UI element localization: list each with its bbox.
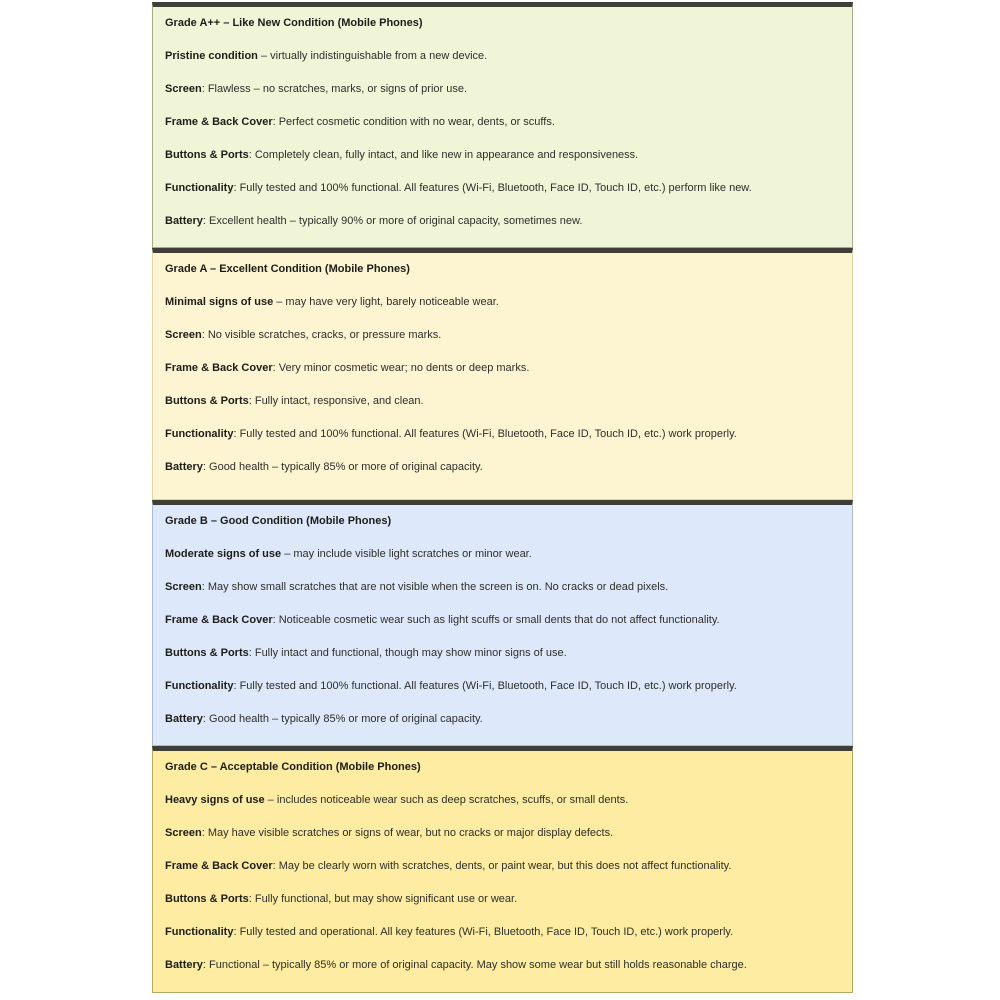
item-text: : No visible scratches, cracks, or pressure marks. [201, 329, 442, 341]
item-text: : Fully tested and 100% functional. All features (Wi-Fi, Bluetooth, Face ID, Touch ID, etc.) work properly. [233, 680, 737, 692]
grade-item [165, 461, 840, 474]
item-text: : Completely clean, fully intact, and like new in appearance and responsiveness. [248, 149, 639, 161]
grade-item [165, 794, 840, 807]
item-label: Pristine condition [165, 50, 258, 62]
grade-item [165, 116, 840, 129]
grade-item [165, 614, 840, 627]
item-label: Screen [165, 83, 202, 95]
grade-item [165, 362, 840, 375]
item-label: Battery [165, 959, 203, 971]
item-label: Frame & Back Cover [165, 614, 273, 626]
item-label: Buttons & Ports [165, 893, 249, 905]
item-label: Moderate signs of use [165, 548, 282, 560]
section-title: Grade A – Excellent Condition (Mobile Phones) [165, 263, 410, 275]
item-label: Functionality [165, 182, 234, 194]
item-text: : May show small scratches that are not visible when the screen is on. No cracks or dead pixels. [201, 581, 669, 593]
grade-item [165, 50, 840, 63]
grade-a-section [152, 248, 853, 500]
grade-item [165, 926, 840, 939]
item-text: – includes noticeable wear such as deep scratches, scuffs, or small dents. [264, 794, 629, 806]
grade-item [165, 182, 840, 195]
item-label: Buttons & Ports [165, 149, 249, 161]
grade-a-plus-plus-section [152, 2, 853, 248]
grade-item [165, 581, 840, 594]
item-text: – virtually indistinguishable from a new device. [257, 50, 488, 62]
grade-item [165, 395, 840, 408]
grade-b-section [152, 500, 853, 746]
item-text: : Excellent health – typically 90% or more of original capacity, sometimes new. [202, 215, 583, 227]
grade-c-section [152, 746, 853, 993]
grade-item [165, 647, 840, 660]
item-label: Buttons & Ports [165, 647, 249, 659]
grade-item [165, 548, 840, 561]
grade-item [165, 329, 840, 342]
item-text: : Good health – typically 85% or more of original capacity. [202, 713, 483, 725]
item-label: Functionality [165, 926, 234, 938]
grading-document [152, 2, 853, 993]
item-text: : May have visible scratches or signs of wear, but no cracks or major display defects. [201, 827, 614, 839]
item-label: Battery [165, 713, 203, 725]
grade-item [165, 713, 840, 726]
item-text: : Perfect cosmetic condition with no wear, dents, or scuffs. [272, 116, 555, 128]
grade-item [165, 959, 840, 972]
item-label: Battery [165, 215, 203, 227]
section-title: Grade B – Good Condition (Mobile Phones) [165, 515, 392, 527]
item-text: : Fully tested and 100% functional. All features (Wi-Fi, Bluetooth, Face ID, Touch ID, etc.) perform like new. [233, 182, 752, 194]
item-text: : Noticeable cosmetic wear such as light scuffs or small dents that do not affect functionality. [272, 614, 720, 626]
item-label: Minimal signs of use [165, 296, 274, 308]
item-label: Frame & Back Cover [165, 116, 273, 128]
grade-item [165, 428, 840, 441]
grade-item [165, 296, 840, 309]
item-text: : Very minor cosmetic wear; no dents or deep marks. [272, 362, 530, 374]
item-text: : Good health – typically 85% or more of original capacity. [202, 461, 483, 473]
grade-item [165, 149, 840, 162]
item-text: : Fully functional, but may show significant use or wear. [248, 893, 518, 905]
item-label: Functionality [165, 680, 234, 692]
item-label: Frame & Back Cover [165, 362, 273, 374]
item-text: : Fully tested and 100% functional. All features (Wi-Fi, Bluetooth, Face ID, Touch ID, etc.) work properly. [233, 428, 737, 440]
grade-item [165, 827, 840, 840]
item-label: Screen [165, 329, 202, 341]
grade-item [165, 893, 840, 906]
item-label: Functionality [165, 428, 234, 440]
grade-item [165, 860, 840, 873]
item-label: Frame & Back Cover [165, 860, 273, 872]
item-text: : May be clearly worn with scratches, dents, or paint wear, but this does not affect functionality. [272, 860, 732, 872]
item-label: Screen [165, 581, 202, 593]
item-label: Screen [165, 827, 202, 839]
item-text: – may have very light, barely noticeable wear. [273, 296, 499, 308]
item-label: Heavy signs of use [165, 794, 265, 806]
section-title: Grade A++ – Like New Condition (Mobile Phones) [165, 17, 423, 29]
item-text: : Fully intact, responsive, and clean. [248, 395, 424, 407]
section-title: Grade C – Acceptable Condition (Mobile Phones) [165, 761, 421, 773]
item-text: : Fully tested and operational. All key features (Wi-Fi, Bluetooth, Face ID, Touch ID, etc.) work properly. [233, 926, 734, 938]
grade-item [165, 680, 840, 693]
item-text: – may include visible light scratches or minor wear. [281, 548, 532, 560]
grade-item [165, 215, 840, 228]
item-text: : Functional – typically 85% or more of original capacity. May show some wear but still holds reasonable charge. [202, 959, 747, 971]
item-label: Battery [165, 461, 203, 473]
item-text: : Fully intact and functional, though may show minor signs of use. [248, 647, 567, 659]
grade-item [165, 83, 840, 96]
item-label: Buttons & Ports [165, 395, 249, 407]
item-text: : Flawless – no scratches, marks, or signs of prior use. [201, 83, 468, 95]
